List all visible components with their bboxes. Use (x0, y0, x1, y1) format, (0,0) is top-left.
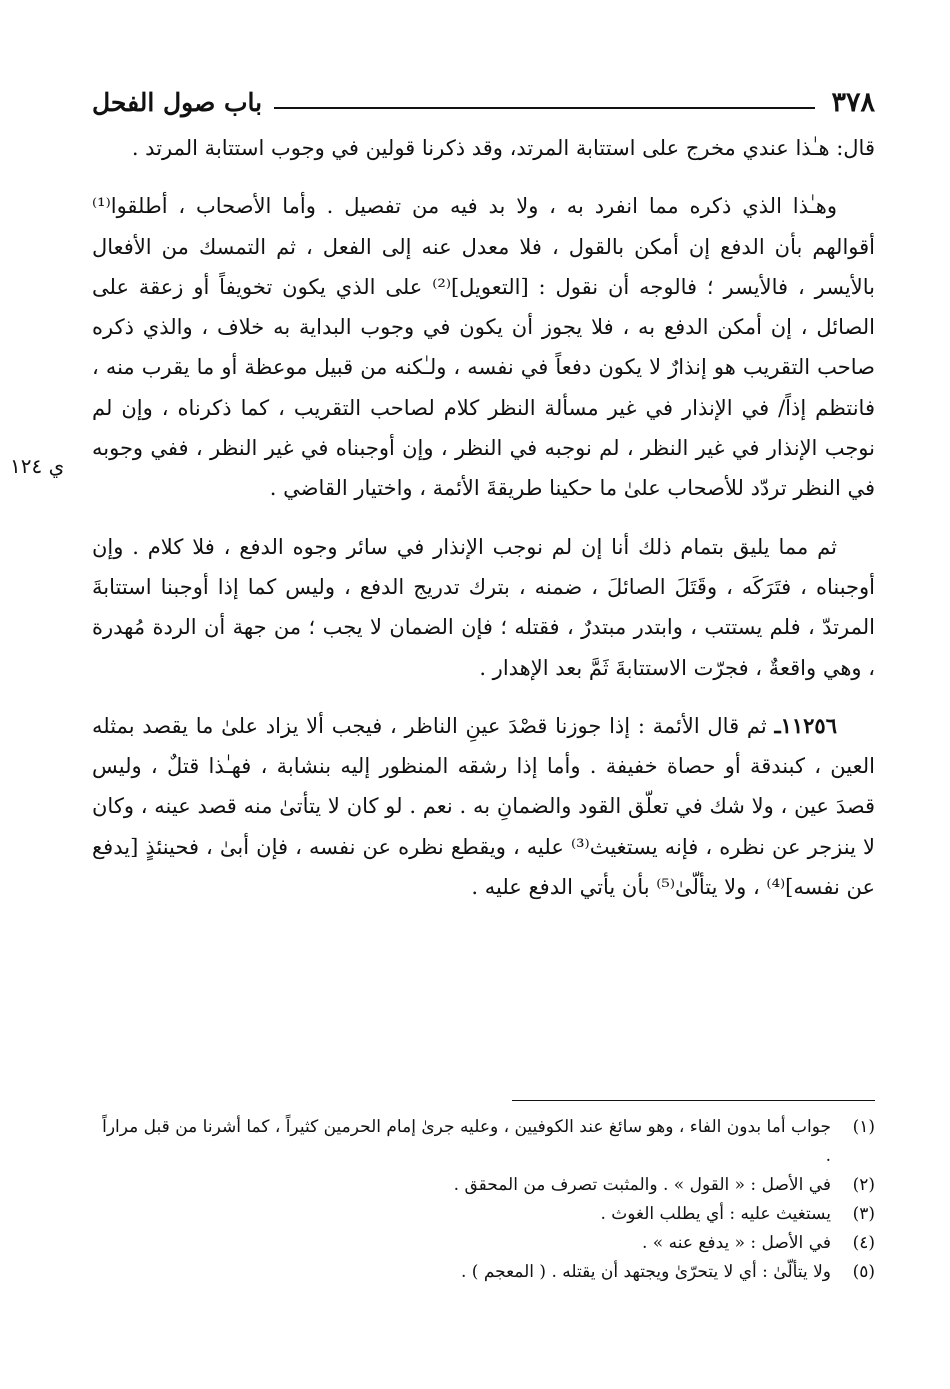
footnote-text: ولا يتألّىٰ : أي لا يتحرّىٰ ويجتهد أن يقتله . ( المعجم ) . (460, 1262, 831, 1282)
footnote-text: في الأصل : « يدفع عنه » . (641, 1233, 831, 1253)
footnote (92, 1258, 875, 1287)
footnote-text: في الأصل : « القول » . والمثبت تصرف من المحقق . (453, 1175, 831, 1195)
paragraph-gap (92, 509, 875, 527)
footnote-number: (٢) (852, 1175, 875, 1195)
footnote-separator (512, 1100, 875, 1101)
footnote-number: (١) (852, 1117, 875, 1137)
footnotes (92, 1113, 875, 1287)
paragraph-number: ١١٢٥٦ـ (774, 712, 837, 738)
paragraph-4-text: ثم قال الأئمة : إذا جوزنا قصْدَ عينِ الناظر ، فيجب ألا يزاد علىٰ ما يقصد بمثله العين ، كبندقة أو حصاة خفيفة . وأما إذا رشقه المنظور إليه بنشابة ، فهـٰذا قتلٌ ، وليس قصدَ عين ، ولا شك في تعلّق القود والضمانِ به . نعم . لو كان لا يتأتىٰ منه قصد عينه ، وكان لا ينزجر عن نظره ، فإنه يستغيث⁽³⁾ عليه ، ويقطع نظره عن نفسه ، فإن أبىٰ ، فحينئذٍ [يدفع عن نفسه]⁽⁴⁾ ، ولا يتألّىٰ⁽⁵⁾ بأن يأتي الدفع عليه . (92, 713, 875, 900)
main-text (92, 128, 875, 907)
paragraph-1: قال: هـٰذا عندي مخرج على استتابة المرتد، وقد ذكرنا قولين في وجوب استتابة المرتد . (131, 136, 875, 160)
paragraph-2: وهـٰذا الذي ذكره مما انفرد به ، ولا بد فيه من تفصيل . وأما الأصحاب ، أطلقوا⁽¹⁾ أقوالهم بأن الدفع إن أمكن بالقول ، فلا معدل عنه إلى الفعل ، ثم التمسك من الأفعال بالأيسر ، فالأيسر ؛ فالوجه أن نقول : [التعويل]⁽²⁾ على الذي يكون تخويفاً أو زعقة على الصائل ، إن أمكن الدفع به ، فلا يجوز أن يكون في وجوب البداية به خلاف ، والذي ذكره صاحب التقريب هو إنذارٌ لا يكون دفعاً في نفسه ، ولـٰكنه من قبيل موعظة أو ما يقرب منه ، فانتظم إذاً/ في الإنذار في غير مسألة النظر كلام لصاحب التقريب ، كما ذكرناه ، وإن لم نوجب الإنذار في غير النظر ، لم نوجبه في النظر ، وإن أوجبناه في غير النظر ، ففي وجوبه في النظر تردّد للأصحاب علىٰ ما حكينا طريقةَ الأئمة ، واختيار القاضي . (92, 194, 875, 501)
footnote (92, 1200, 875, 1229)
paragraph-gap (92, 168, 875, 186)
footnote (92, 1229, 875, 1258)
footnote-number: (٥) (852, 1262, 875, 1282)
paragraph-3: ثم مما يليق بتمام ذلك أنا إن لم نوجب الإنذار في سائر وجوه الدفع ، فلا كلام . وإن أوجبناه ، فتَرَكَه ، وقَتَلَ الصائلَ ، ضمنه ، بترك تدريج الدفع ، وليس كما إذا أوجبنا استتابةَ المرتدّ ، فلم يستتب ، وابتدر مبتدرٌ ، فقتله ؛ فإن الضمان لا يجب ؛ من جهة أن الردة مُهدرة ، وهي واقعةٌ ، فجرّت الاستتابةَ ثَمَّ بعد الإهدار . (92, 534, 875, 680)
paragraph-4 (92, 706, 875, 907)
footnote-number: (٣) (852, 1204, 875, 1224)
chapter-title: باب صول الفحل (92, 87, 263, 117)
page-header (92, 82, 875, 122)
footnote (92, 1113, 875, 1171)
header-rule (274, 107, 815, 109)
margin-manuscript-ref: ي ١٢٤ (10, 454, 65, 478)
footnote-text: يستغيث عليه : أي يطلب الغوث . (600, 1204, 831, 1224)
footnote (92, 1171, 875, 1200)
page-number: ٣٧٨ (831, 86, 875, 118)
paragraph-gap (92, 688, 875, 706)
footnote-text: جواب أما بدون الفاء ، وهو سائغ عند الكوفيين ، وعليه جرىٰ إمام الحرمين كثيراً ، كما أشرنا من قبل مراراً . (102, 1117, 831, 1166)
footnote-number: (٤) (852, 1233, 875, 1253)
